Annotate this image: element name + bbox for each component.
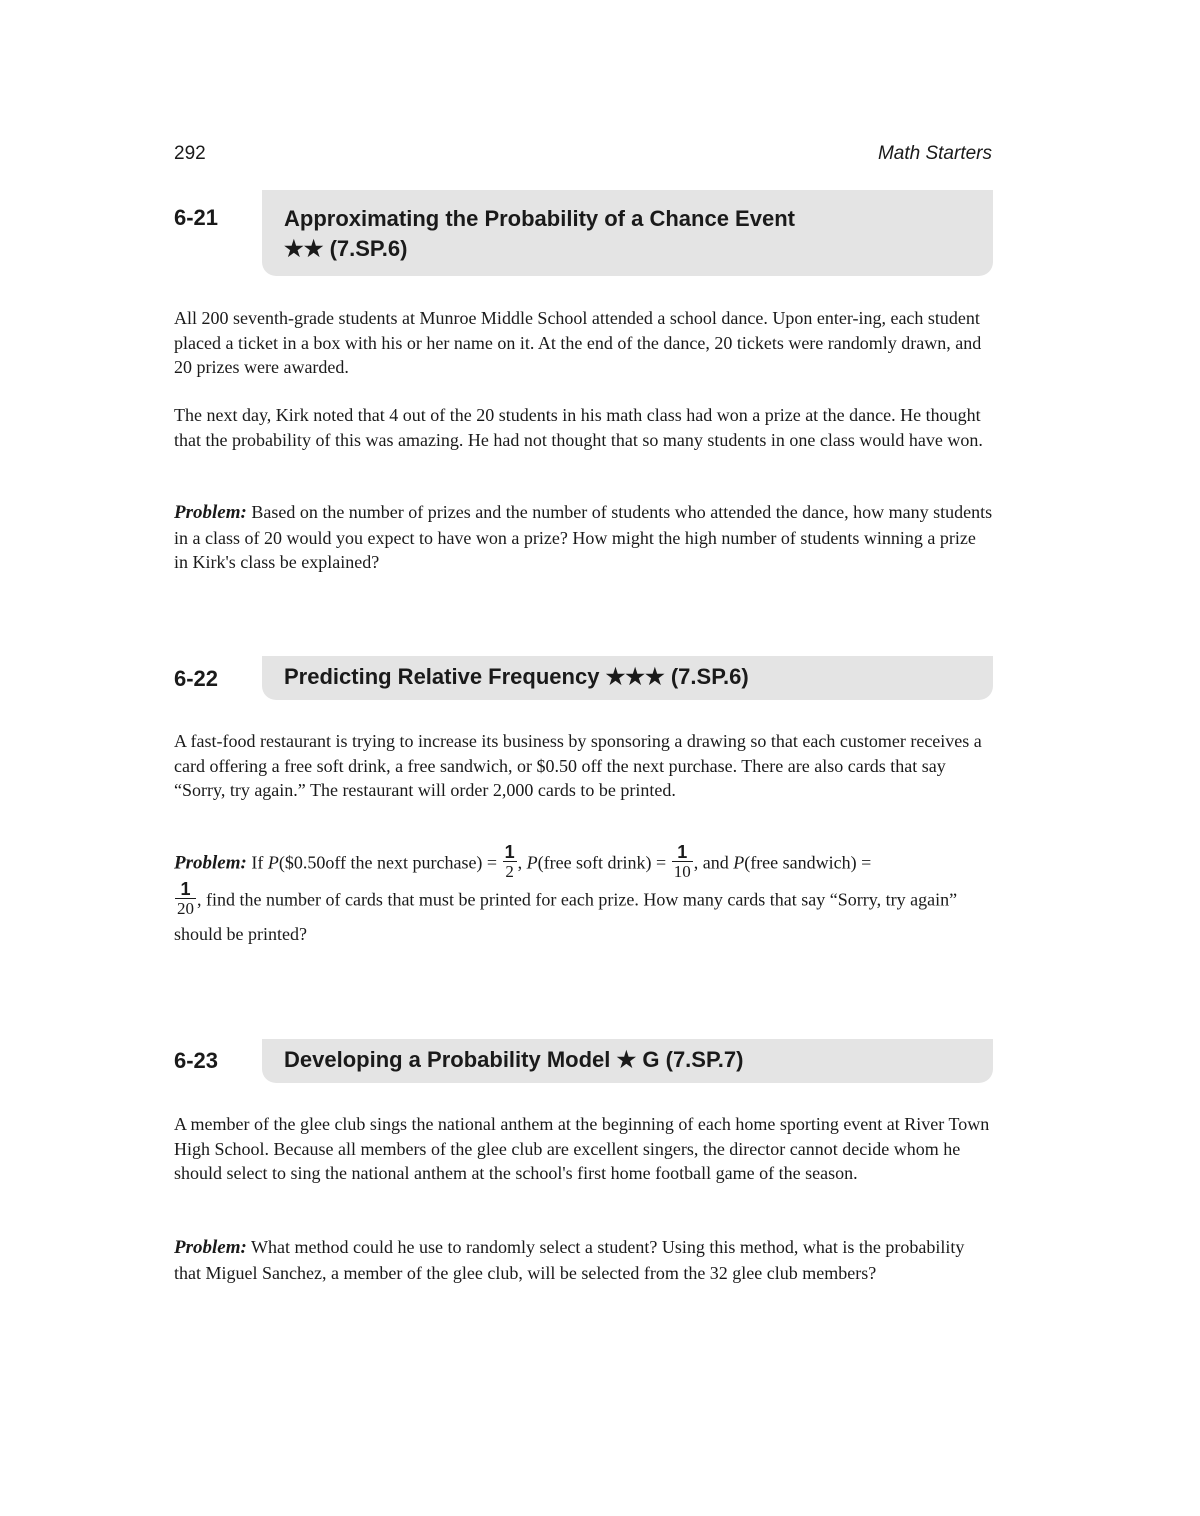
page-number: 292 xyxy=(174,143,206,164)
section-number: 6-23 xyxy=(174,1048,219,1073)
section-number: 6-22 xyxy=(174,666,219,691)
fraction xyxy=(175,880,196,917)
problem-label: Problem: xyxy=(174,502,247,523)
section-title: Approximating the Probability of a Chance Event xyxy=(284,206,795,231)
paragraph: A member of the glee club sings the national anthem at the beginning of each home sporting event at River Town High School. Because all members of the glee club are excellent singers, the director cannot decide whom he should select to sing the national anthem at the school's first home football game of the season. xyxy=(174,1114,990,1184)
fraction xyxy=(672,843,693,880)
problem-text: Based on the number of prizes and the number of students who attended the dance, how many students in a class of 20 would you expect to have won a prize? How might the high number of students winning a prize in Kirk's class be explained? xyxy=(174,502,993,573)
paragraph: A fast-food restaurant is trying to increase its business by sponsoring a drawing so that each customer receives a card offering a free soft drink, a free sandwich, or $0.50 off the next purchase. There are also cards that say “Sorry, try again.” The restaurant will order 2,000 cards to be printed. xyxy=(174,731,982,801)
standard-code: (7.SP.6) xyxy=(329,236,408,261)
problem-text: ($0.50off the next purchase) = xyxy=(278,852,498,873)
running-head xyxy=(174,143,992,169)
paragraph: The next day, Kirk noted that 4 out of the 20 students in his math class had won a prize at the dance. He thought that the probability of this was amazing. He had not thought that so many students in one class would have won. xyxy=(174,405,983,450)
problem-label: Problem: xyxy=(174,1237,247,1258)
problem-paragraph xyxy=(174,1235,994,1285)
section-heading xyxy=(262,190,993,276)
section-heading xyxy=(262,1039,993,1083)
difficulty-star-icon: ★ xyxy=(616,1047,637,1072)
fraction-numerator: 1 xyxy=(504,842,515,862)
grade-mark: G xyxy=(642,1047,660,1072)
probability-symbol: P xyxy=(733,852,745,873)
problem-text: (free soft drink) = xyxy=(537,852,667,873)
fraction-numerator: 1 xyxy=(175,880,196,899)
fraction-denominator: 10 xyxy=(673,862,691,881)
problem-text: If xyxy=(251,852,264,873)
fraction-numerator: 1 xyxy=(672,843,693,862)
problem-paragraph xyxy=(174,500,994,575)
section-number: 6-21 xyxy=(174,205,219,230)
probability-symbol: P xyxy=(267,852,279,873)
section-title: Developing a Probability Model xyxy=(284,1047,611,1072)
problem-text: What method could he use to randomly select a student? Using this method, what is the probability that Miguel Sanchez, a member of the glee club, will be selected from the 32 glee club members? xyxy=(174,1237,965,1283)
section-heading xyxy=(262,656,993,700)
problem-text: , and xyxy=(693,852,729,873)
problem-label: Problem: xyxy=(174,852,247,874)
fraction xyxy=(503,843,517,880)
probability-symbol: P xyxy=(526,852,538,873)
standard-code: (7.SP.7) xyxy=(665,1047,744,1072)
fraction-denominator: 2 xyxy=(505,862,514,881)
standard-code: (7.SP.6) xyxy=(670,664,749,689)
difficulty-stars-icon: ★★ xyxy=(284,236,324,261)
problem-text: (free sandwich) = xyxy=(744,852,872,873)
problem-text: , find the number of cards that must be printed for each prize. How many cards that say “Sorry, try again” should be printed? xyxy=(174,889,958,944)
fraction-denominator: 20 xyxy=(177,899,194,918)
section-title: Predicting Relative Frequency xyxy=(284,664,600,689)
difficulty-stars-icon: ★★★ xyxy=(605,664,665,689)
problem-paragraph: Problem: If P($0.50off the next purchase) = $\frac{1}{2}$ , P(free soft drink) = $\frac{1}{10}$ , and P(free sandwich) = $\frac{1}{20}$ , find the number of cards that must be printed for each prize. How many cards that say “Sorry, try again” should be printed? xyxy=(174,842,958,944)
paragraph: All 200 seventh-grade students at Munroe Middle School attended a school dance. Upon enter-ing, each student placed a ticket in a box with his or her name on it. At the end of the dance, 20 tickets were randomly drawn, and 20 prizes were awarded. xyxy=(174,308,982,378)
book-title: Math Starters xyxy=(877,143,992,164)
